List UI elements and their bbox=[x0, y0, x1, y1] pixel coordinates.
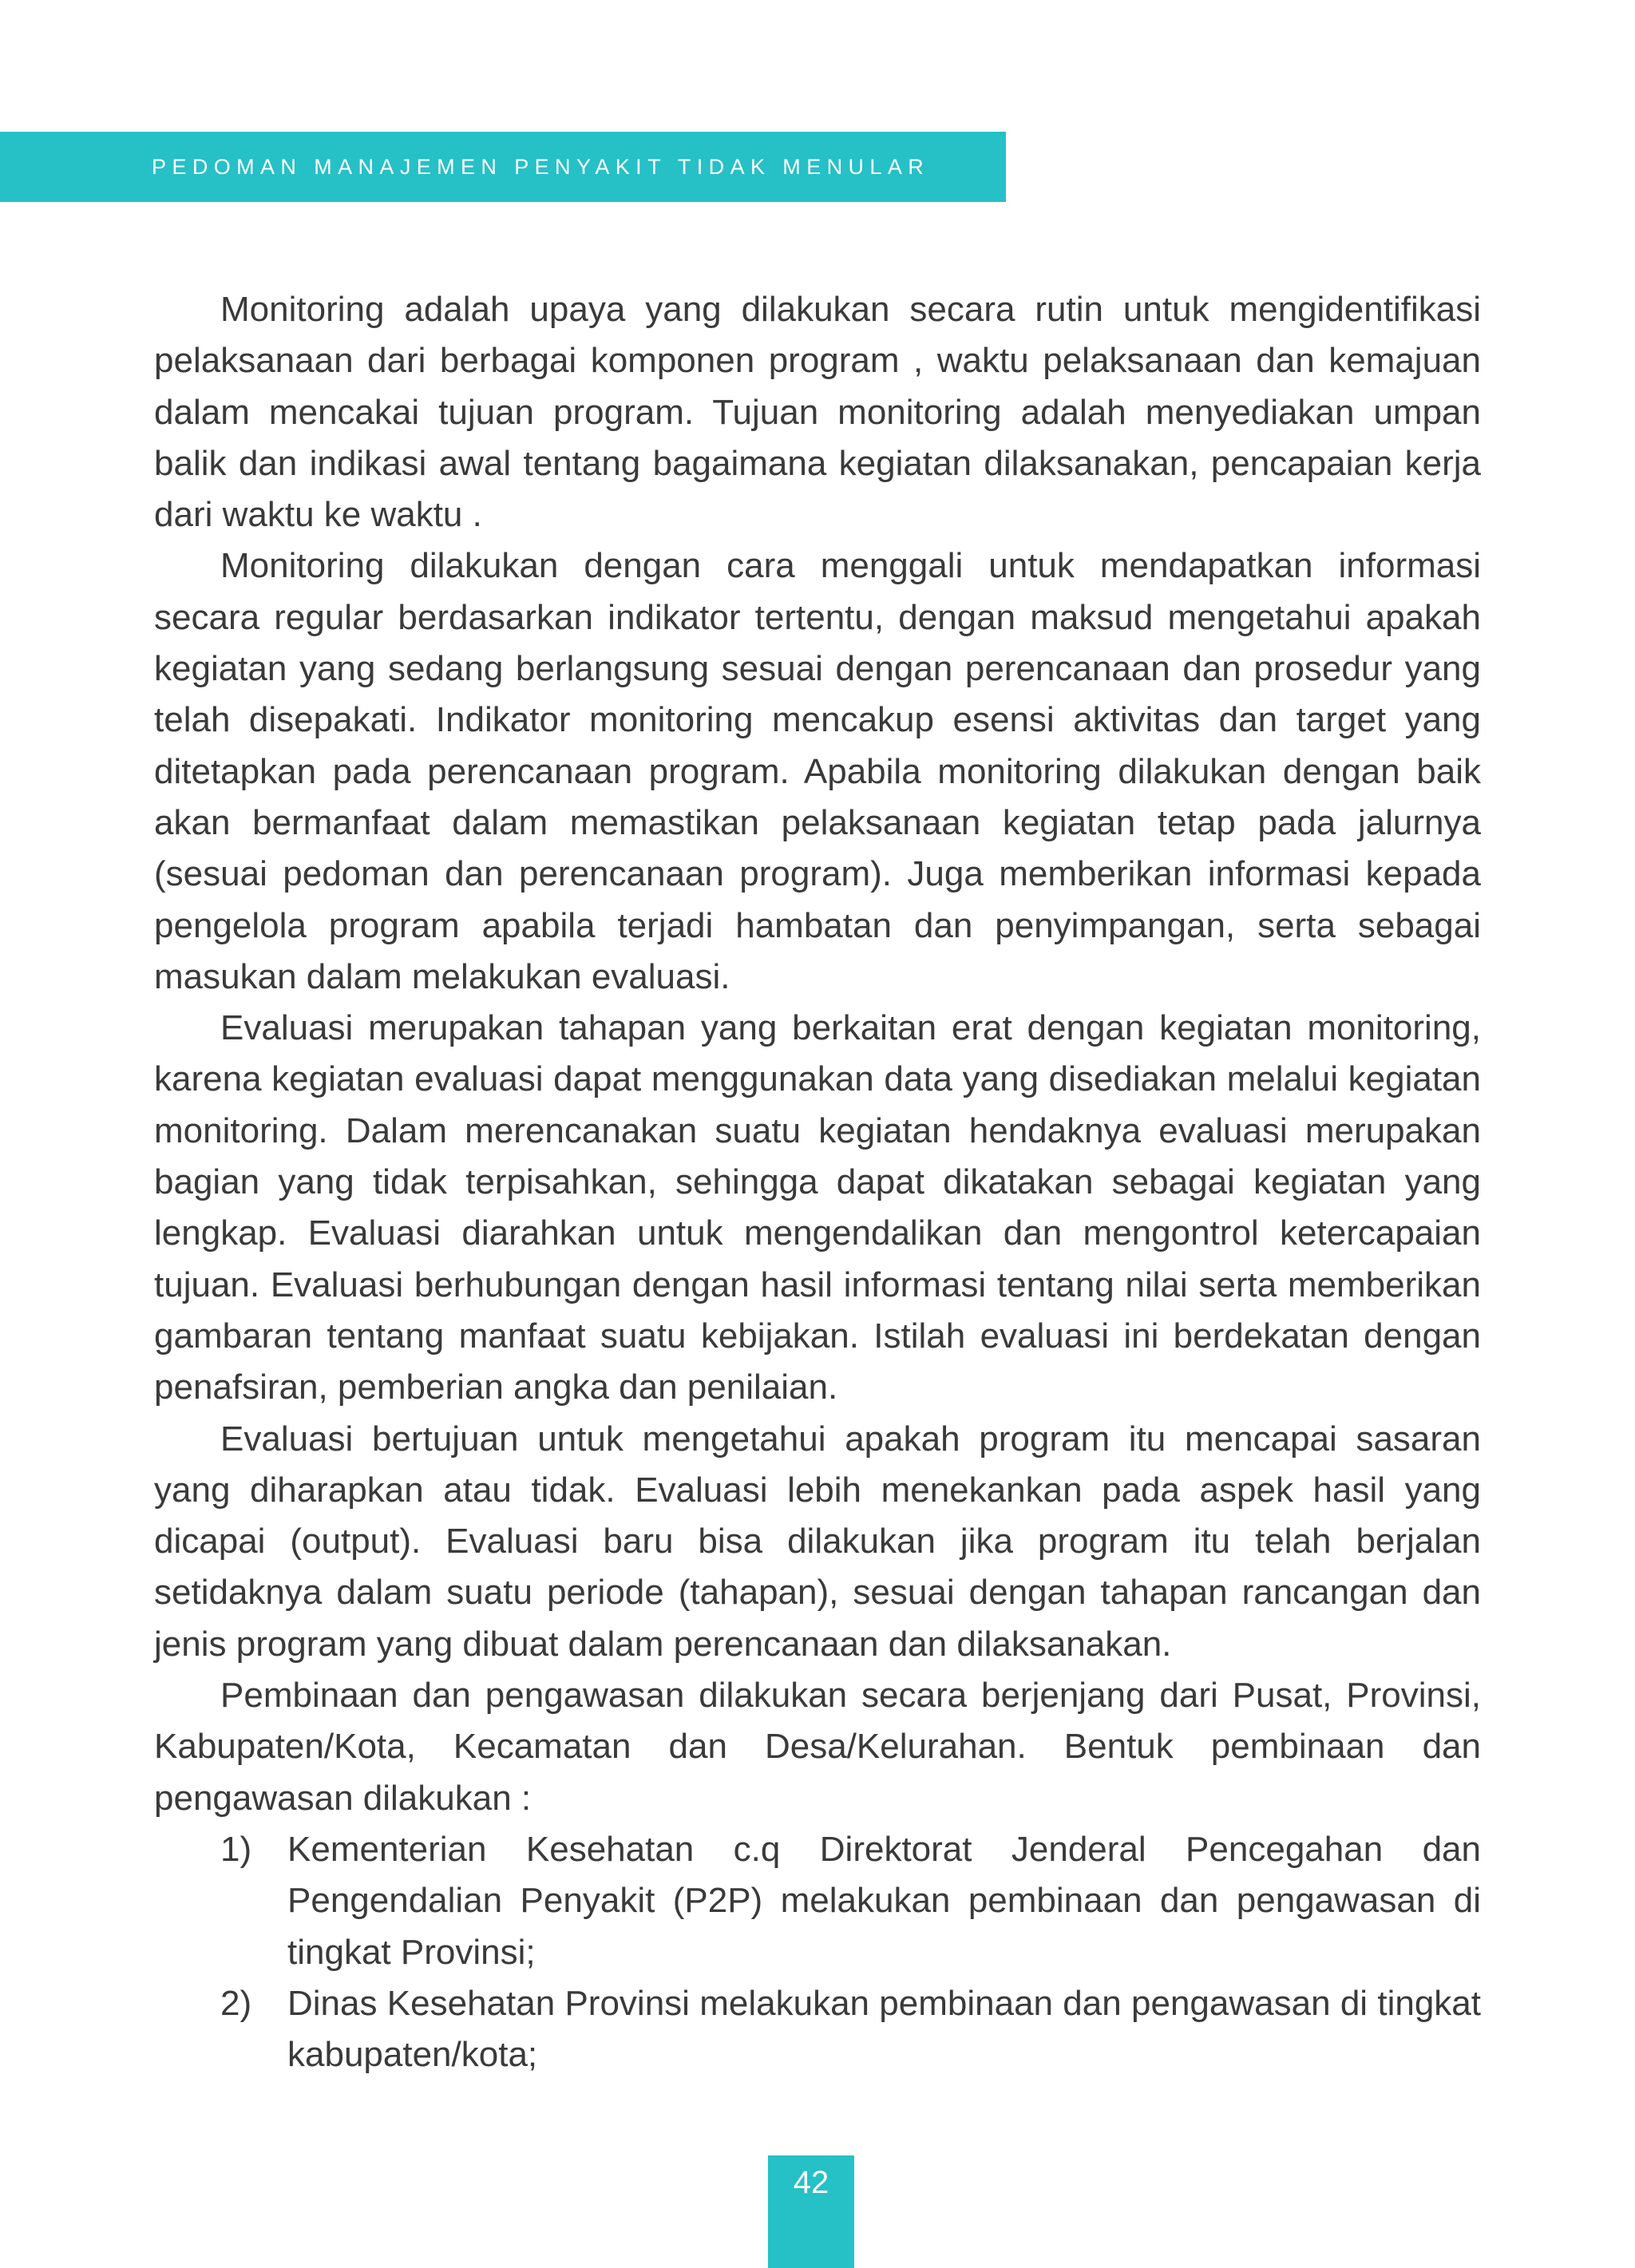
list-item bbox=[154, 1824, 1481, 1978]
paragraph: Pembinaan dan pengawasan dilakukan secara berjenjang dari Pusat, Provinsi, Kabupaten/Kota, Kecamatan dan Desa/Kelurahan. Bentuk pembinaan dan pengawasan dilakukan : bbox=[154, 1676, 1481, 1818]
body-text bbox=[154, 284, 1481, 2080]
list-item-text: Dinas Kesehatan Provinsi melakukan pembinaan dan pengawasan di tingkat kabupaten/kota; bbox=[287, 1983, 1481, 2075]
page-number-tab bbox=[768, 2155, 854, 2268]
running-header: PEDOMAN MANAJEMEN PENYAKIT TIDAK MENULAR bbox=[152, 155, 930, 179]
list-item-number: 2) bbox=[220, 1983, 252, 2023]
paragraph: Evaluasi merupakan tahapan yang berkaitan erat dengan kegiatan monitoring, karena kegiatan evaluasi dapat menggunakan data yang disediakan melalui kegiatan monitoring. Dalam merencanakan suatu kegiatan hendaknya evaluasi merupakan bagian yang tidak terpisahkan, sehingga dapat dikatakan sebagai kegiatan yang lengkap. Evaluasi diarahkan untuk mengendalikan dan mengontrol ketercapaian tujuan. Evaluasi berhubungan dengan hasil informasi tentang nilai serta memberikan gambaran tentang manfaat suatu kebijakan. Istilah evaluasi ini berdekatan dengan penafsiran, pemberian angka dan penilaian. bbox=[154, 1008, 1481, 1407]
list-item-text: Kementerian Kesehatan c.q Direktorat Jenderal Pencegahan dan Pengendalian Penyakit (P2P) melakukan pembinaan dan pengawasan di tingkat Provinsi; bbox=[287, 1829, 1481, 1972]
paragraph: Evaluasi bertujuan untuk mengetahui apakah program itu mencapai sasaran yang diharapkan atau tidak. Evaluasi lebih menekankan pada aspek hasil yang dicapai (output). Evaluasi baru bisa dilakukan jika program itu telah berjalan setidaknya dalam suatu periode (tahapan), sesuai dengan tahapan rancangan dan jenis program yang dibuat dalam perencanaan dan dilaksanakan. bbox=[154, 1419, 1481, 1664]
list-item-number: 1) bbox=[220, 1829, 252, 1869]
header-band bbox=[0, 132, 1006, 202]
paragraph: Monitoring dilakukan dengan cara menggali untuk mendapatkan informasi secara regular berdasarkan indikator tertentu, dengan maksud mengetahui apakah kegiatan yang sedang berlangsung sesuai dengan perencanaan dan prosedur yang telah disepakati. Indikator monitoring mencakup esensi aktivitas dan target yang ditetapkan pada perencanaan program. Apabila monitoring dilakukan dengan baik akan bermanfaat dalam memastikan pelaksanaan kegiatan tetap pada jalurnya (sesuai pedoman dan perencanaan program). Juga memberikan informasi kepada pengelola program apabila terjadi hambatan dan penyimpangan, serta sebagai masukan dalam melakukan evaluasi. bbox=[154, 546, 1481, 996]
page-number: 42 bbox=[793, 2165, 829, 2200]
list-item bbox=[154, 1978, 1481, 2081]
numbered-list bbox=[154, 1824, 1481, 2080]
paragraph: Monitoring adalah upaya yang dilakukan secara rutin untuk mengidentifikasi pelaksanaan dari berbagai komponen program , waktu pelaksanaan dan kemajuan dalam mencakai tujuan program. Tujuan monitoring adalah menyediakan umpan balik dan indikasi awal tentang bagaimana kegiatan dilaksanakan, pencapaian kerja dari waktu ke waktu . bbox=[154, 290, 1481, 535]
